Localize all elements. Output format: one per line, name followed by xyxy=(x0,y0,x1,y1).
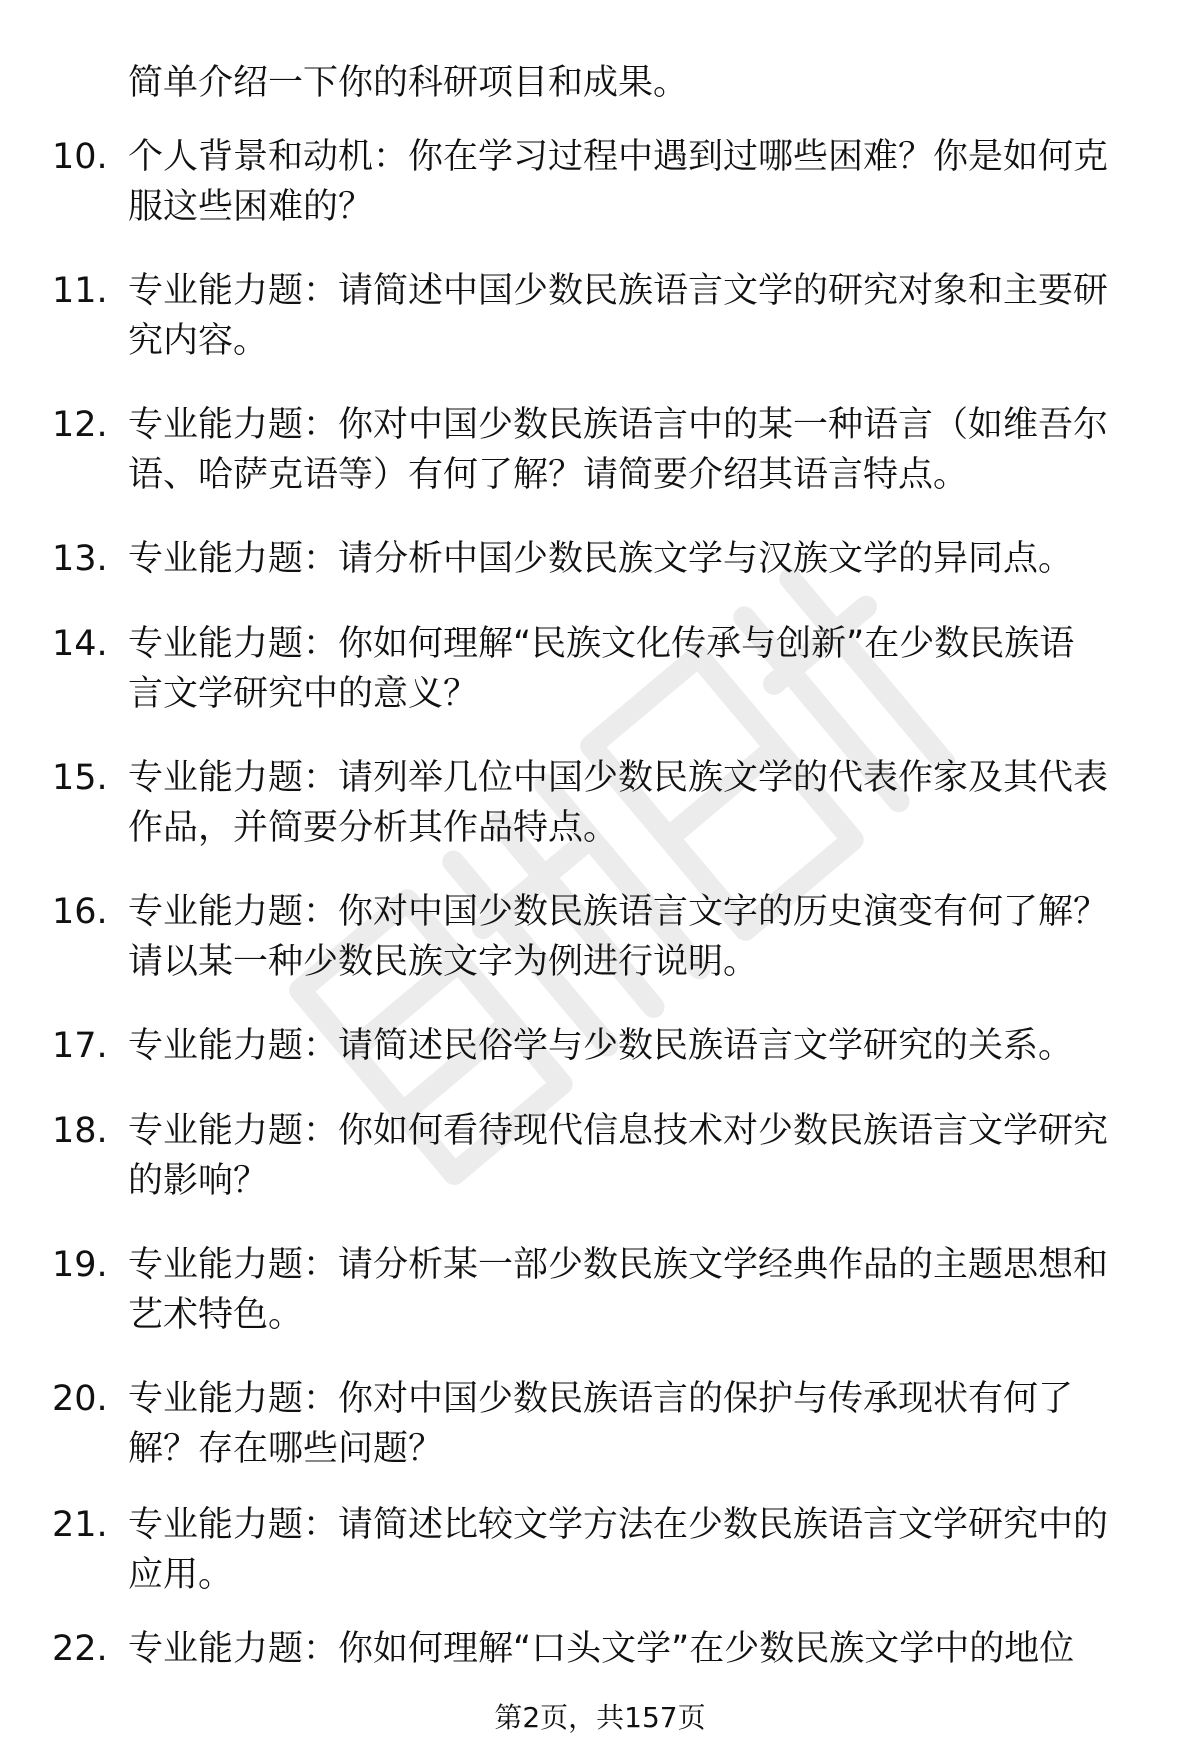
question-text-line: 语、哈萨克语等）有何了解？请简要介绍其语言特点。 xyxy=(128,455,969,495)
question-text xyxy=(128,1624,1074,1674)
question-text-line: 专业能力题：你对中国少数民族语言的保护与传承现状有何了 xyxy=(128,1379,1074,1419)
question-number: 20. xyxy=(52,1379,108,1419)
question-number: 10. xyxy=(52,137,108,177)
question-text xyxy=(128,534,1073,584)
intro-line: 简单介绍一下你的科研项目和成果。 xyxy=(128,63,689,103)
question-text-line: 服这些困难的？ xyxy=(128,187,374,227)
question-text-line: 专业能力题：请分析某一部少数民族文学经典作品的主题思想和 xyxy=(128,1245,1109,1285)
question-text-line: 专业能力题：你如何看待现代信息技术对少数民族语言文学研究 xyxy=(128,1111,1109,1151)
question-text-line: 的影响？ xyxy=(128,1161,269,1201)
question-number: 19. xyxy=(52,1245,108,1285)
question-number: 14. xyxy=(52,624,108,664)
question-number: 12. xyxy=(52,405,108,445)
question-text-line: 言文学研究中的意义？ xyxy=(128,674,479,714)
question-number: 22. xyxy=(52,1629,108,1669)
question-text xyxy=(128,132,1108,232)
question-text xyxy=(128,1500,1108,1600)
question-text-line: 请以某一种少数民族文字为例进行说明。 xyxy=(128,942,759,982)
page-number-footer: 第2页，共157页 xyxy=(494,1701,706,1734)
question-number: 21. xyxy=(52,1505,108,1545)
question-text-line: 专业能力题：你如何理解“民族文化传承与创新”在少数民族语 xyxy=(128,624,1075,664)
question-text xyxy=(128,619,1074,719)
question-text-line: 专业能力题：请简述比较文学方法在少数民族语言文学研究中的 xyxy=(128,1505,1109,1545)
question-text-line: 解？存在哪些问题？ xyxy=(128,1429,444,1469)
question-number: 13. xyxy=(52,539,108,579)
question-number: 15. xyxy=(52,758,108,798)
question-text xyxy=(128,753,1108,853)
question-text xyxy=(128,400,1108,500)
question-text xyxy=(128,1374,1073,1474)
question-number: 16. xyxy=(52,892,108,932)
question-text-line: 应用。 xyxy=(128,1555,234,1595)
question-text-line: 专业能力题：你对中国少数民族语言文字的历史演变有何了解？ xyxy=(128,892,1109,932)
question-text xyxy=(128,1240,1108,1340)
question-text-line: 艺术特色。 xyxy=(128,1295,304,1335)
question-text-line: 个人背景和动机：你在学习过程中遇到过哪些困难？你是如何克 xyxy=(128,137,1109,177)
question-text-line: 专业能力题：请列举几位中国少数民族文学的代表作家及其代表 xyxy=(128,758,1109,798)
question-text-line: 专业能力题：请简述中国少数民族语言文学的研究对象和主要研 xyxy=(128,271,1109,311)
question-number: 18. xyxy=(52,1111,108,1151)
question-text xyxy=(128,266,1108,366)
question-text-line: 专业能力题：你对中国少数民族语言中的某一种语言（如维吾尔 xyxy=(128,405,1109,445)
question-number: 11. xyxy=(52,271,108,311)
question-text-line: 究内容。 xyxy=(128,321,269,361)
question-text xyxy=(128,1021,1073,1071)
question-text-line: 专业能力题：你如何理解“口头文学”在少数民族文学中的地位 xyxy=(128,1629,1075,1669)
question-text xyxy=(128,887,1108,987)
question-text xyxy=(128,1106,1108,1206)
question-text-line: 专业能力题：请分析中国少数民族文学与汉族文学的异同点。 xyxy=(128,539,1074,579)
question-text-line: 作品，并简要分析其作品特点。 xyxy=(128,808,619,848)
question-text-line: 专业能力题：请简述民俗学与少数民族语言文学研究的关系。 xyxy=(128,1026,1074,1066)
question-number: 17. xyxy=(52,1026,108,1066)
